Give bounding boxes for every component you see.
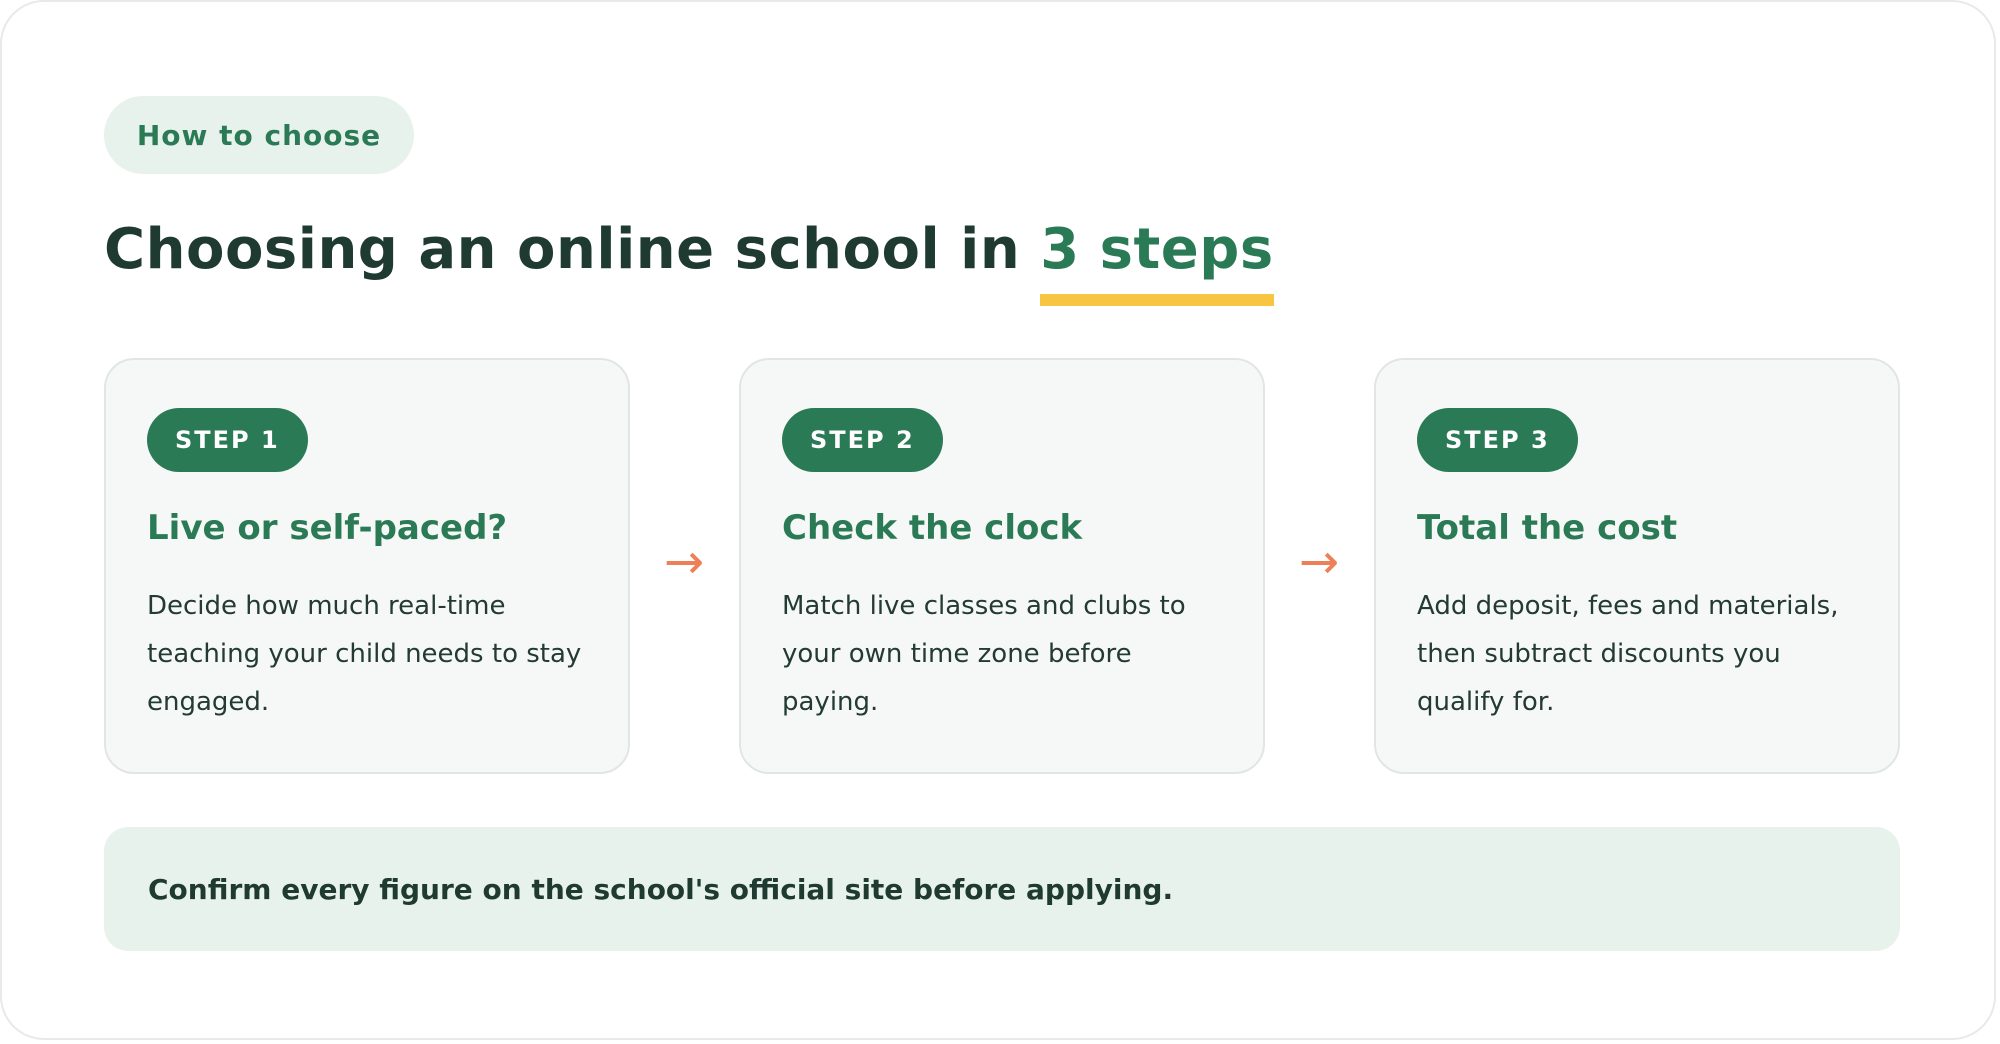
- step-description: Match live classes and clubs to your own time zone before paying.: [782, 591, 1186, 717]
- section-eyebrow-pill: How to choose: [104, 96, 414, 174]
- highlight-underline: [1040, 294, 1273, 306]
- step-badge: STEP 2: [782, 408, 943, 472]
- step-card-1: [104, 358, 630, 774]
- step-title: Live or self-paced?: [147, 508, 508, 548]
- step-description: Decide how much real-time teaching your child needs to stay engaged.: [147, 591, 582, 717]
- page-title-highlight-text: 3 steps: [1040, 217, 1274, 282]
- step-badge: STEP 1: [147, 408, 308, 472]
- page-title-highlight: [1040, 210, 1273, 290]
- page-title-prefix: Choosing an online school in: [104, 217, 1041, 282]
- step-card-3: [1374, 358, 1900, 774]
- arrow-right-icon: →: [1298, 534, 1340, 590]
- step-title: Total the cost: [1417, 508, 1678, 548]
- verification-note: Confirm every figure on the school's official site before applying.: [104, 827, 1900, 951]
- page-title: [104, 210, 1274, 290]
- step-description: Add deposit, fees and materials, then subtract discounts you qualify for.: [1417, 591, 1839, 717]
- step-badge: STEP 3: [1417, 408, 1578, 472]
- step-title: Check the clock: [782, 508, 1083, 548]
- step-card-2: [739, 358, 1265, 774]
- arrow-right-icon: →: [663, 534, 705, 590]
